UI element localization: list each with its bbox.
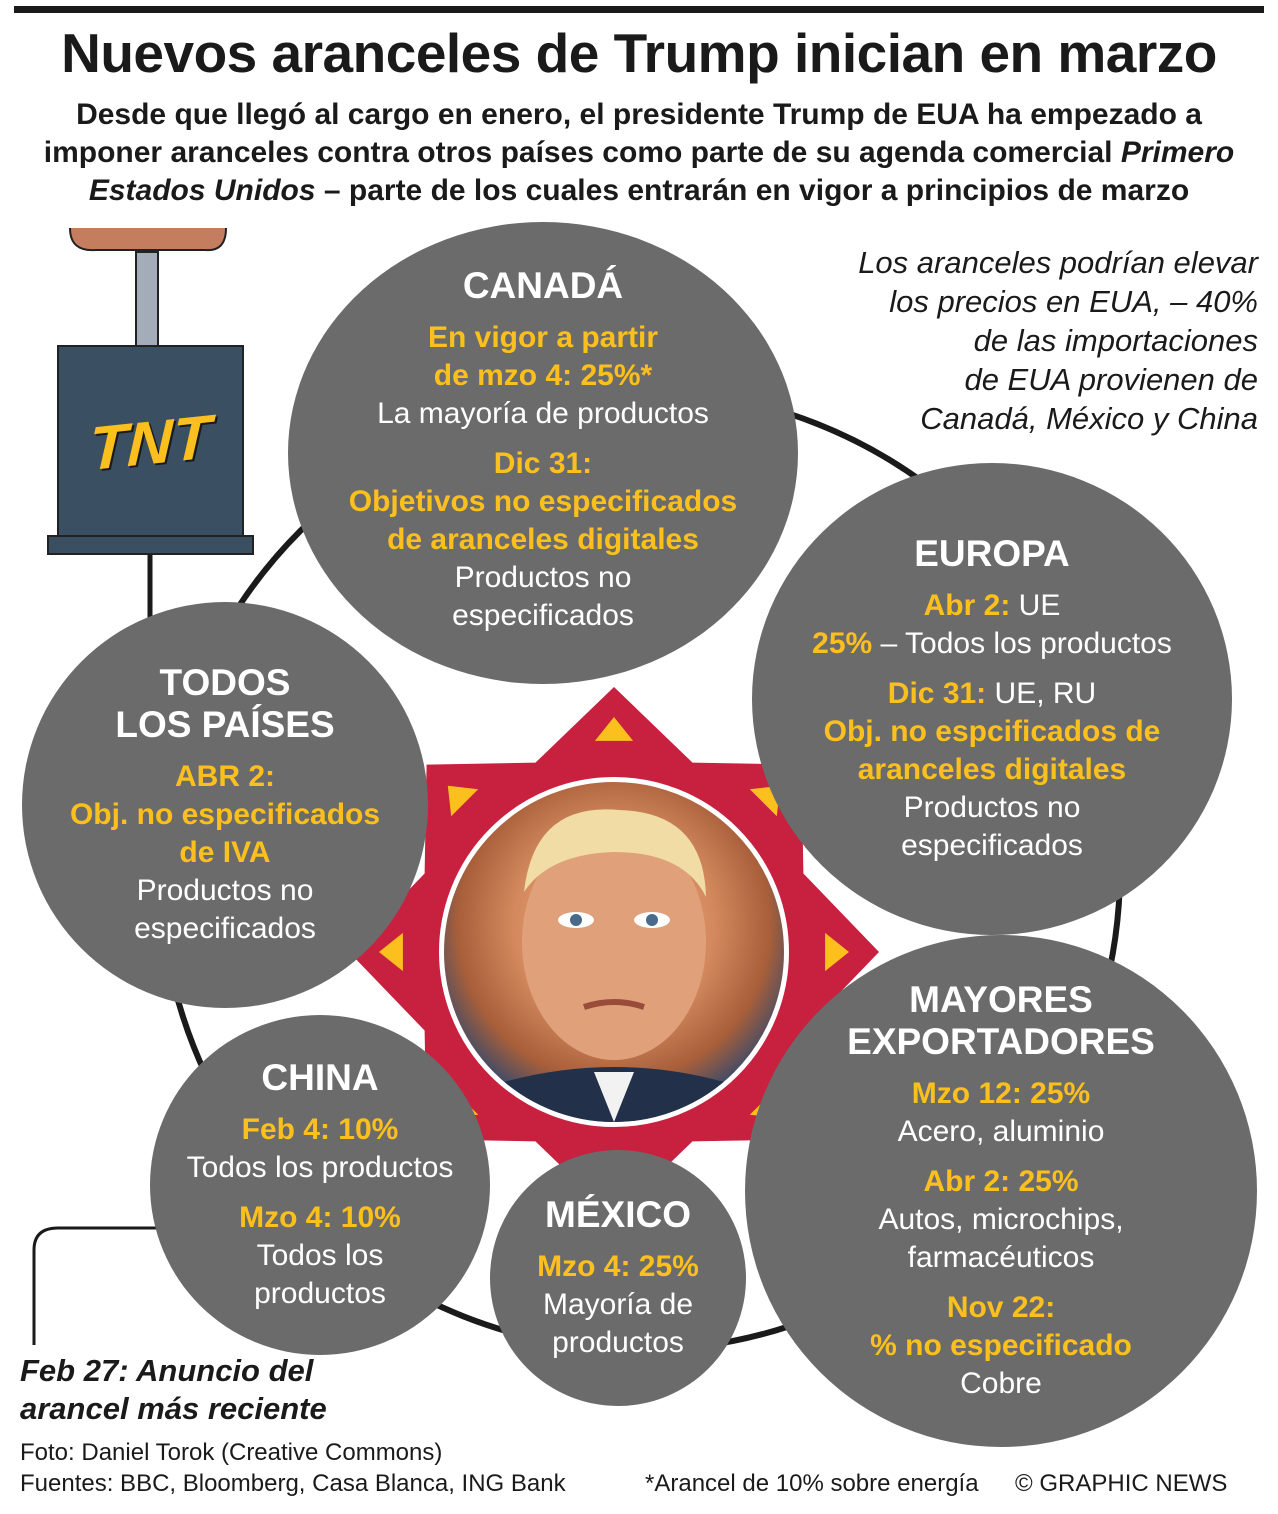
canada-heading: CANADÁ: [462, 265, 624, 306]
europa-products: – Todos los productos: [872, 627, 1172, 660]
todos-heading: TODOS: [159, 662, 291, 703]
latest-line: Feb 27: Anuncio del: [20, 1353, 314, 1388]
note-line: Canadá, México y China: [920, 401, 1258, 436]
latest-line: arancel más reciente: [20, 1391, 327, 1426]
photo-credit: Foto: Daniel Torok (Creative Commons): [20, 1439, 443, 1466]
mexico-heading: MÉXICO: [545, 1194, 691, 1235]
mayores-heading: MAYORES: [909, 979, 1093, 1020]
canada-products: La mayoría de productos: [377, 397, 709, 430]
europa-rate: 25%: [812, 627, 873, 660]
europa-target: Obj. no espcificados de: [823, 715, 1161, 748]
circle-china: [150, 1015, 490, 1355]
europa-region: UE: [1010, 589, 1061, 622]
canada-target-2: de aranceles digitales: [387, 523, 699, 556]
china-products: Todos los productos: [186, 1151, 454, 1184]
europa-target-2: aranceles digitales: [857, 753, 1127, 786]
mayores-date: Mzo 12: 25%: [911, 1077, 1091, 1110]
plunger-rod: [136, 252, 158, 348]
china-heading: CHINA: [261, 1057, 379, 1098]
circle-mexico: [490, 1150, 746, 1406]
mayores-products-3: farmacéuticos: [907, 1241, 1095, 1274]
note-block: [770, 243, 1258, 438]
europa-date: Abr 2:: [923, 589, 1011, 622]
mexico-products-2: productos: [552, 1326, 684, 1359]
europa-products-2: Productos no: [903, 791, 1081, 824]
mayores-heading-2: EXPORTADORES: [847, 1021, 1155, 1062]
canada-date: En vigor a partir: [427, 321, 659, 354]
canada-products-3: especificados: [452, 599, 634, 632]
europa-heading: EUROPA: [914, 533, 1070, 574]
todos-products-2: especificados: [134, 912, 316, 945]
canada-rate: de mzo 4: 25%*: [433, 359, 653, 392]
todos-products: Productos no: [136, 874, 314, 907]
portrait-photo: [439, 777, 789, 1127]
mayores-products-2: Autos, microchips,: [878, 1203, 1124, 1236]
circle-mayores: [745, 935, 1257, 1447]
subtitle-text-end: – parte de los cuales entrarán en vigor a principios de marzo: [315, 174, 1190, 207]
europa-line-1: [924, 587, 1061, 625]
europa-date-2: Dic 31:: [887, 677, 987, 710]
china-date-2: Mzo 4: 10%: [239, 1201, 401, 1234]
circle-todos: [22, 602, 428, 1008]
copyright: © GRAPHIC NEWS: [1015, 1470, 1228, 1497]
europa-region-2: UE, RU: [986, 677, 1097, 710]
tnt-label: TNT: [87, 402, 213, 485]
europa-products-3: especificados: [901, 829, 1083, 862]
page-title: Nuevos aranceles de Trump inician en marzo: [61, 22, 1217, 84]
mayores-date-2: Abr 2: 25%: [923, 1165, 1079, 1198]
china-products-2: Todos los: [256, 1239, 384, 1272]
latest-announcement: [20, 1352, 327, 1428]
mayores-rate: % no especificado: [870, 1329, 1132, 1362]
europa-line-2: [812, 625, 1172, 663]
todos-heading-2: LOS PAÍSES: [115, 704, 335, 745]
china-date: Feb 4: 10%: [241, 1113, 399, 1146]
plunger-handle: [70, 228, 226, 250]
note-line: los precios en EUA, – 40%: [889, 284, 1258, 319]
todos-date: ABR 2:: [174, 760, 275, 793]
sources: Fuentes: BBC, Bloomberg, Casa Blanca, ING Bank: [20, 1470, 566, 1497]
canada-date-2: Dic 31:: [493, 447, 593, 480]
mayores-products: Acero, aluminio: [897, 1115, 1105, 1148]
subtitle-italic: Primero Estados Unidos: [88, 136, 1235, 207]
mayores-date-3: Nov 22:: [946, 1291, 1056, 1324]
footnote: *Arancel de 10% sobre energía: [645, 1470, 979, 1497]
circle-canada: [288, 222, 798, 684]
todos-target: Obj. no especificados: [69, 798, 381, 831]
circle-europa: [752, 463, 1232, 935]
subtitle-text: Desde que llegó al cargo en enero, el presidente Trump de EUA ha empezado a imponer aranceles contra otros países como parte de su agenda comercial: [43, 98, 1202, 169]
todos-target-2: de IVA: [179, 836, 271, 869]
note-line: Los aranceles podrían elevar: [858, 245, 1258, 280]
china-products-3: productos: [254, 1277, 386, 1310]
mexico-products: Mayoría de: [542, 1288, 694, 1321]
canada-target: Objetivos no especificados: [348, 485, 738, 518]
note-line: de las importaciones: [973, 323, 1258, 358]
mexico-date: Mzo 4: 25%: [537, 1250, 699, 1283]
europa-line-3: [888, 675, 1096, 713]
canada-products-2: Productos no: [454, 561, 632, 594]
mayores-products-4: Cobre: [960, 1367, 1042, 1400]
portrait-icon: [444, 782, 784, 1122]
note-line: de EUA provienen de: [964, 362, 1258, 397]
